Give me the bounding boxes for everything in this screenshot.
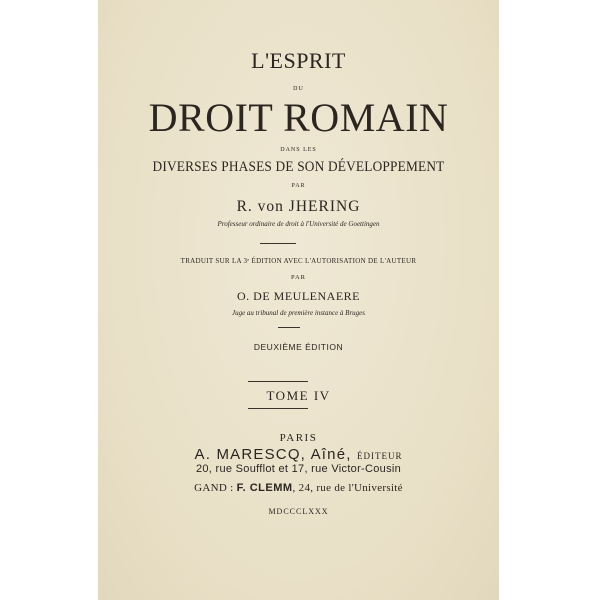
dans-les-text: DANS LES <box>280 147 317 153</box>
title-line-esprit: L'ESPRIT <box>251 48 346 73</box>
title-du: DU <box>293 86 304 92</box>
publication-city: PARIS <box>279 432 318 444</box>
gand-prefix: GAND : <box>194 482 234 494</box>
author-name: R. von JHERING <box>236 198 361 215</box>
publisher-line <box>98 447 499 462</box>
translator-name: O. DE MEULENAERE <box>237 289 360 303</box>
par-text-author: PAR <box>291 183 306 189</box>
gand-line <box>98 483 499 494</box>
main-title: DROIT ROMAIN <box>148 95 449 140</box>
publisher-name: A. MARESCQ, Aîné, <box>194 446 352 463</box>
par-text-translator: PAR <box>290 274 307 281</box>
publisher-role: ÉDITEUR <box>357 451 403 461</box>
volume-rule-bottom <box>248 408 308 409</box>
translator-description: Juge au tribunal de première instance à Bruges <box>231 309 366 317</box>
title-page <box>98 0 499 600</box>
gand-publisher: F. CLEMM <box>236 482 293 494</box>
divider-rule <box>278 327 300 328</box>
gand-address: , 24, rue de l'Université <box>292 482 403 494</box>
translation-note: TRADUIT SUR LA 3ᵉ ÉDITION AVEC L'AUTORISATION DE L'AUTEUR <box>180 257 417 265</box>
author-description: Professeur ordinaire de droit à l'Université de Goettingen <box>217 220 380 228</box>
volume-label: TOME IV <box>266 388 331 403</box>
edition-label: DEUXIÈME ÉDITION <box>253 342 344 352</box>
publication-year: MDCCCLXXX <box>268 507 329 516</box>
subtitle: DIVERSES PHASES DE SON DÉVELOPPEMENT <box>152 159 445 175</box>
divider-rule <box>260 243 296 244</box>
publisher-address: 20, rue Soufflot et 17, rue Victor-Cousin <box>195 463 402 475</box>
volume-rule-top <box>248 381 308 382</box>
